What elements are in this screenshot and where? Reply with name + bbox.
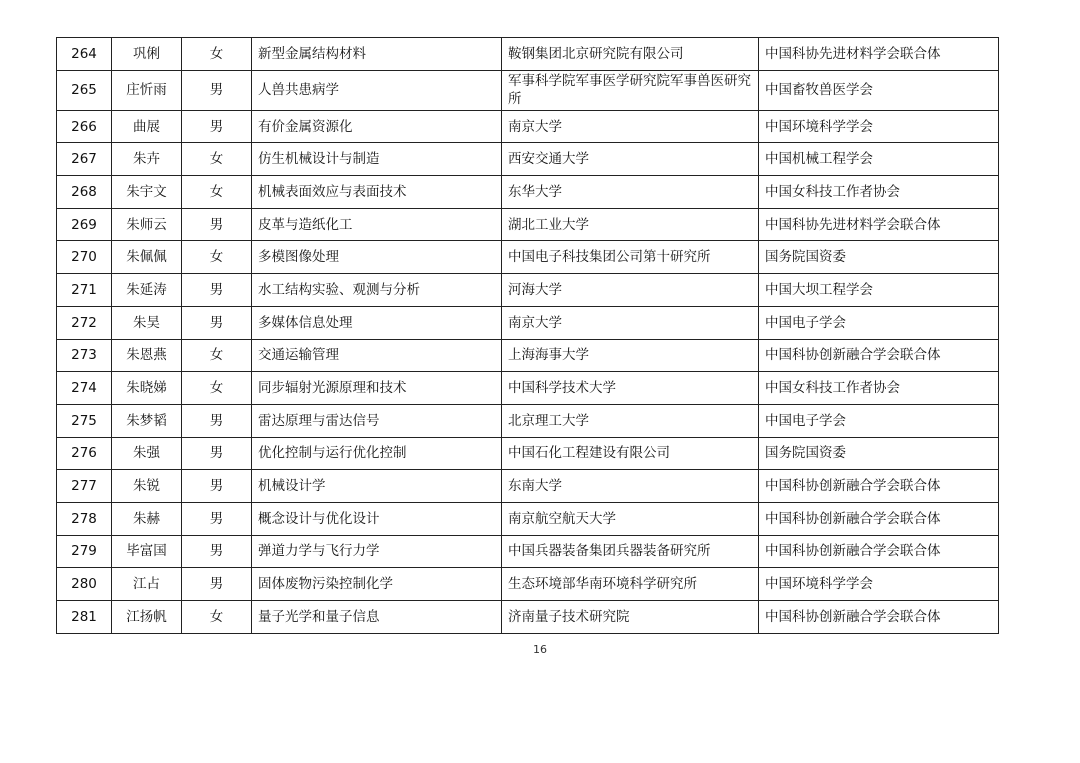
cell-name: 朱延涛 [112, 274, 182, 307]
cell-number: 274 [57, 372, 112, 405]
cell-gender: 女 [182, 241, 252, 274]
cell-recommender: 中国环境科学学会 [759, 568, 999, 601]
table-row [57, 372, 999, 405]
cell-number: 270 [57, 241, 112, 274]
cell-field: 机械表面效应与表面技术 [252, 176, 502, 209]
cell-field: 机械设计学 [252, 470, 502, 503]
cell-field: 仿生机械设计与制造 [252, 143, 502, 176]
cell-number: 266 [57, 110, 112, 143]
cell-name: 朱恩燕 [112, 339, 182, 372]
cell-gender: 男 [182, 568, 252, 601]
table-row [57, 568, 999, 601]
table-row [57, 535, 999, 568]
table-row [57, 38, 999, 71]
cell-organization: 中国兵器装备集团兵器装备研究所 [502, 535, 759, 568]
cell-gender: 女 [182, 143, 252, 176]
cell-organization: 南京航空航天大学 [502, 502, 759, 535]
cell-organization: 中国石化工程建设有限公司 [502, 437, 759, 470]
cell-organization: 东南大学 [502, 470, 759, 503]
cell-gender: 女 [182, 38, 252, 71]
cell-organization: 上海海事大学 [502, 339, 759, 372]
cell-number: 276 [57, 437, 112, 470]
cell-recommender: 中国电子学会 [759, 306, 999, 339]
cell-field: 雷达原理与雷达信号 [252, 404, 502, 437]
cell-name: 朱佩佩 [112, 241, 182, 274]
cell-number: 275 [57, 404, 112, 437]
table-row [57, 176, 999, 209]
cell-field: 量子光学和量子信息 [252, 601, 502, 634]
table-row [57, 306, 999, 339]
cell-field: 皮革与造纸化工 [252, 208, 502, 241]
cell-field: 有价金属资源化 [252, 110, 502, 143]
cell-gender: 女 [182, 339, 252, 372]
cell-number: 278 [57, 502, 112, 535]
cell-name: 曲展 [112, 110, 182, 143]
cell-gender: 男 [182, 306, 252, 339]
table-row [57, 437, 999, 470]
cell-recommender: 中国机械工程学会 [759, 143, 999, 176]
cell-organization: 西安交通大学 [502, 143, 759, 176]
page-number: 16 [533, 643, 547, 656]
roster-body [57, 38, 999, 634]
cell-organization: 生态环境部华南环境科学研究所 [502, 568, 759, 601]
cell-name: 朱卉 [112, 143, 182, 176]
cell-organization: 南京大学 [502, 306, 759, 339]
cell-field: 固体废物污染控制化学 [252, 568, 502, 601]
cell-gender: 女 [182, 372, 252, 405]
cell-recommender: 中国畜牧兽医学会 [759, 70, 999, 110]
table-row [57, 208, 999, 241]
table-row [57, 339, 999, 372]
cell-recommender: 中国科协创新融合学会联合体 [759, 502, 999, 535]
cell-recommender: 中国科协创新融合学会联合体 [759, 339, 999, 372]
cell-field: 优化控制与运行优化控制 [252, 437, 502, 470]
cell-gender: 男 [182, 208, 252, 241]
cell-organization: 中国电子科技集团公司第十研究所 [502, 241, 759, 274]
cell-organization: 东华大学 [502, 176, 759, 209]
cell-number: 279 [57, 535, 112, 568]
cell-field: 多媒体信息处理 [252, 306, 502, 339]
cell-field: 弹道力学与飞行力学 [252, 535, 502, 568]
cell-organization: 湖北工业大学 [502, 208, 759, 241]
cell-number: 280 [57, 568, 112, 601]
table-row [57, 404, 999, 437]
roster-table [56, 37, 999, 634]
cell-recommender: 中国科协创新融合学会联合体 [759, 601, 999, 634]
cell-gender: 男 [182, 470, 252, 503]
cell-name: 朱宇文 [112, 176, 182, 209]
cell-number: 277 [57, 470, 112, 503]
cell-organization: 鞍钢集团北京研究院有限公司 [502, 38, 759, 71]
cell-name: 朱昊 [112, 306, 182, 339]
cell-number: 269 [57, 208, 112, 241]
cell-number: 281 [57, 601, 112, 634]
cell-gender: 男 [182, 502, 252, 535]
cell-name: 朱强 [112, 437, 182, 470]
cell-field: 同步辐射光源原理和技术 [252, 372, 502, 405]
table-row [57, 601, 999, 634]
cell-recommender: 国务院国资委 [759, 437, 999, 470]
cell-number: 271 [57, 274, 112, 307]
cell-number: 264 [57, 38, 112, 71]
cell-gender: 男 [182, 274, 252, 307]
cell-name: 朱晓娣 [112, 372, 182, 405]
table-row [57, 110, 999, 143]
cell-gender: 男 [182, 404, 252, 437]
cell-name: 江扬帆 [112, 601, 182, 634]
cell-name: 朱师云 [112, 208, 182, 241]
cell-organization: 河海大学 [502, 274, 759, 307]
cell-name: 毕富国 [112, 535, 182, 568]
cell-organization: 济南量子技术研究院 [502, 601, 759, 634]
cell-gender: 男 [182, 535, 252, 568]
cell-field: 概念设计与优化设计 [252, 502, 502, 535]
cell-gender: 女 [182, 176, 252, 209]
cell-recommender: 中国科协创新融合学会联合体 [759, 535, 999, 568]
cell-gender: 女 [182, 601, 252, 634]
cell-field: 新型金属结构材料 [252, 38, 502, 71]
cell-field: 人兽共患病学 [252, 70, 502, 110]
cell-recommender: 中国科协创新融合学会联合体 [759, 470, 999, 503]
cell-organization: 军事科学院军事医学研究院军事兽医研究所 [502, 70, 759, 110]
table-row [57, 241, 999, 274]
cell-gender: 男 [182, 437, 252, 470]
cell-number: 265 [57, 70, 112, 110]
table-row [57, 143, 999, 176]
cell-field: 交通运输管理 [252, 339, 502, 372]
cell-name: 朱赫 [112, 502, 182, 535]
cell-name: 江占 [112, 568, 182, 601]
cell-field: 多模图像处理 [252, 241, 502, 274]
cell-name: 朱锐 [112, 470, 182, 503]
cell-organization: 北京理工大学 [502, 404, 759, 437]
cell-recommender: 中国大坝工程学会 [759, 274, 999, 307]
cell-recommender: 国务院国资委 [759, 241, 999, 274]
cell-organization: 中国科学技术大学 [502, 372, 759, 405]
table-row [57, 70, 999, 110]
table-row [57, 470, 999, 503]
table-row [57, 502, 999, 535]
cell-organization: 南京大学 [502, 110, 759, 143]
cell-number: 273 [57, 339, 112, 372]
cell-number: 267 [57, 143, 112, 176]
cell-field: 水工结构实验、观测与分析 [252, 274, 502, 307]
table-row [57, 274, 999, 307]
cell-recommender: 中国科协先进材料学会联合体 [759, 208, 999, 241]
cell-name: 巩俐 [112, 38, 182, 71]
cell-number: 268 [57, 176, 112, 209]
cell-gender: 男 [182, 110, 252, 143]
cell-recommender: 中国女科技工作者协会 [759, 372, 999, 405]
cell-gender: 男 [182, 70, 252, 110]
cell-number: 272 [57, 306, 112, 339]
cell-recommender: 中国电子学会 [759, 404, 999, 437]
cell-recommender: 中国女科技工作者协会 [759, 176, 999, 209]
cell-name: 朱梦韬 [112, 404, 182, 437]
cell-recommender: 中国环境科学学会 [759, 110, 999, 143]
cell-name: 庄忻雨 [112, 70, 182, 110]
cell-recommender: 中国科协先进材料学会联合体 [759, 38, 999, 71]
